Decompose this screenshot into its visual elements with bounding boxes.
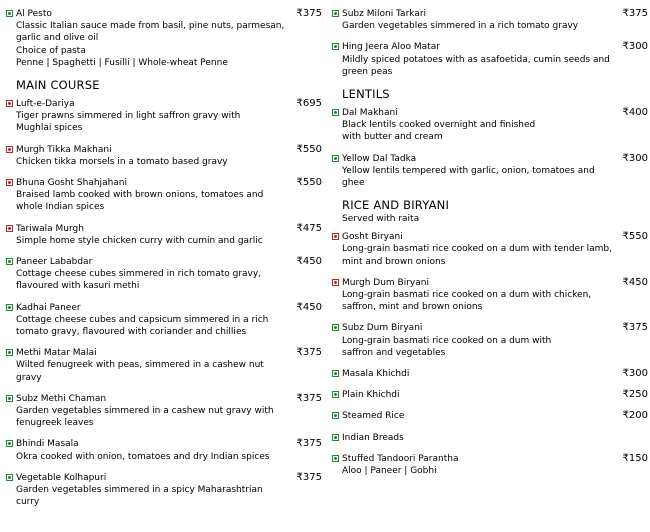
- right-column: [332, 0, 650, 486]
- item-description-line: fenugreek leaves: [16, 418, 94, 429]
- section-title-rice-and-biryani: RICE AND BIRYANI: [342, 198, 450, 213]
- item-name: Stuffed Tandoori Parantha: [342, 453, 459, 464]
- veg-marker-icon: [6, 440, 13, 447]
- item-name: Al Pesto: [16, 9, 52, 19]
- item-price: ₹375: [296, 392, 322, 404]
- item-description-line: with butter and cream: [342, 132, 443, 143]
- item-name: Vegetable Kolhapuri: [16, 472, 107, 483]
- menu-item-steamed-rice: [332, 410, 650, 422]
- item-name: Plain Khichdi: [342, 390, 400, 401]
- item-description-line: saffron, mint and brown onions: [342, 302, 483, 313]
- item-name: Subz Miloni Tarkari: [342, 9, 427, 19]
- item-name: Dal Makhani: [342, 108, 398, 119]
- menu-item-indian-breads: [332, 432, 650, 444]
- menu-item-tariwala-murgh: [6, 223, 324, 247]
- item-description-line: Choice of pasta: [16, 45, 86, 56]
- menu-item-plain-khichdi: [332, 389, 650, 401]
- item-name: Tariwala Murgh: [16, 223, 84, 234]
- left-column: [6, 0, 324, 518]
- item-description-line: Long-grain basmati rice cooked on a dum with tender lamb,: [342, 244, 613, 255]
- menu-item-luft-e-dariya: [6, 98, 324, 135]
- menu-item-bhindi-masala: [6, 438, 324, 462]
- veg-marker-icon: [6, 10, 13, 17]
- non-veg-marker-icon: [6, 179, 13, 186]
- menu-item-kadhai-paneer: [6, 302, 324, 339]
- item-price: ₹550: [296, 177, 322, 189]
- item-description-line: Okra cooked with onion, tomatoes and dry Indian spices: [16, 451, 270, 462]
- item-name: Masala Khichdi: [342, 369, 410, 380]
- item-name: Paneer Lababdar: [16, 257, 93, 268]
- item-description-line: Garden vegetables simmered in a rich tomato gravy: [342, 21, 579, 32]
- section-title-lentils: LENTILS: [342, 87, 390, 102]
- item-name: Steamed Rice: [342, 411, 405, 422]
- menu-item-vegetable-kolhapuri: [6, 472, 324, 509]
- item-price: ₹550: [622, 231, 648, 243]
- item-name: Murgh Tikka Makhani: [16, 144, 112, 155]
- veg-marker-icon: [332, 455, 339, 462]
- item-description-line: whole Indian spices: [16, 202, 105, 213]
- item-description-line: saffron and vegetables: [342, 347, 446, 358]
- non-veg-marker-icon: [6, 100, 13, 107]
- item-name: Methi Matar Malai: [16, 348, 97, 359]
- item-price: ₹375: [622, 8, 648, 19]
- veg-marker-icon: [6, 304, 13, 311]
- item-description-line: Wilted fenugreek with peas, simmered in a cashew nut gravy: [16, 360, 264, 383]
- section-subtitle: Served with raita: [342, 214, 420, 225]
- item-price: ₹375: [622, 322, 648, 334]
- item-price: ₹250: [622, 389, 648, 401]
- item-price: ₹300: [622, 152, 648, 164]
- veg-marker-icon: [6, 395, 13, 402]
- item-price: ₹450: [622, 276, 648, 288]
- item-price: ₹450: [296, 301, 322, 313]
- item-price: ₹375: [296, 438, 322, 450]
- item-description-line: Mughlai spices: [16, 123, 83, 134]
- item-description-line: Mildly spiced potatoes with as asafoetida, cumin seeds and: [342, 54, 610, 65]
- item-description-line: flavoured with kasuri methi: [16, 281, 140, 292]
- item-name: Indian Breads: [342, 432, 404, 443]
- menu-item-subz-methi-chaman: [6, 393, 324, 430]
- veg-marker-icon: [6, 349, 13, 356]
- item-description-line: Long-grain basmati rice cooked on a dum with chicken,: [342, 290, 592, 301]
- item-description-line: green peas: [342, 66, 393, 77]
- veg-marker-icon: [6, 474, 13, 481]
- item-name: Luft-e-Dariya: [16, 99, 75, 110]
- menu-item-subz-dum-biryani: [332, 322, 650, 359]
- item-description-line: Long-grain basmati rice cooked on a dum with: [342, 335, 552, 346]
- item-price: ₹375: [296, 471, 322, 483]
- non-veg-marker-icon: [332, 233, 339, 240]
- item-price: ₹300: [622, 41, 648, 53]
- item-description-line: garlic and olive oil: [16, 33, 99, 44]
- veg-marker-icon: [332, 370, 339, 377]
- menu-item-murgh-tikka-makhani: [6, 144, 324, 168]
- item-price: ₹150: [622, 452, 648, 464]
- item-name: Subz Dum Biryani: [342, 323, 423, 334]
- menu-item-stuffed-tandoori-parantha: [332, 453, 650, 477]
- item-description-line: Simple home style chicken curry with cumin and garlic: [16, 235, 263, 246]
- non-veg-marker-icon: [332, 279, 339, 286]
- item-name: Murgh Dum Biryani: [342, 277, 429, 288]
- item-price: ₹695: [296, 98, 322, 110]
- item-description-line: Chicken tikka morsels in a tomato based gravy: [16, 156, 228, 167]
- item-name: Hing Jeera Aloo Matar: [342, 42, 440, 53]
- item-description-line: Tiger prawns simmered in light saffron gravy with: [16, 111, 241, 122]
- menu-item-methi-matar-malai: [6, 347, 324, 384]
- veg-marker-icon: [332, 434, 339, 441]
- item-description-line: Braised lamb cooked with brown onions, tomatoes and: [16, 190, 264, 201]
- menu-item-gosht-biryani: [332, 231, 650, 268]
- item-description-line: Garden vegetables simmered in a cashew nut gravy with: [16, 406, 274, 417]
- item-name: Kadhai Paneer: [16, 302, 81, 313]
- veg-marker-icon: [332, 412, 339, 419]
- item-name: Bhuna Gosht Shahjahani: [16, 178, 128, 189]
- menu-item-yellow-dal-tadka: [332, 153, 650, 190]
- item-price: ₹450: [296, 256, 322, 268]
- menu-item-dal-makhani: [332, 107, 650, 144]
- veg-marker-icon: [332, 109, 339, 116]
- item-price: ₹475: [296, 222, 322, 234]
- item-description-line: tomato gravy, flavoured with coriander and chillies: [16, 327, 247, 338]
- item-description-line: Classic Italian sauce made from basil, pine nuts, parmesan,: [16, 21, 285, 32]
- item-price: ₹300: [622, 368, 648, 380]
- non-veg-marker-icon: [6, 146, 13, 153]
- veg-marker-icon: [332, 391, 339, 398]
- menu-item-hing-jeera-aloo-matar: [332, 41, 650, 78]
- item-name: Subz Methi Chaman: [16, 393, 107, 404]
- item-description-line: Yellow lentils tempered with garlic, onion, tomatoes and ghee: [342, 165, 595, 189]
- section-title-main-course: MAIN COURSE: [16, 78, 100, 93]
- item-description-line: Black lentils cooked overnight and finished: [342, 120, 536, 131]
- menu-item-murgh-dum-biryani: [332, 277, 650, 314]
- item-description-line: Aloo | Paneer | Gobhi: [342, 466, 437, 477]
- item-description-line: Garden vegetables simmered in a spicy Maharashtrian curry: [16, 485, 263, 508]
- veg-marker-icon: [6, 258, 13, 265]
- menu-item-al-pesto: [6, 8, 324, 69]
- item-name: Yellow Dal Tadka: [342, 153, 417, 164]
- veg-marker-icon: [332, 10, 339, 17]
- item-price: ₹200: [622, 410, 648, 422]
- non-veg-marker-icon: [6, 225, 13, 232]
- item-price: ₹550: [296, 143, 322, 155]
- item-name: Gosht Biryani: [342, 232, 403, 243]
- item-description-line: Penne | Spaghetti | Fusilli | Whole-wheat Penne: [16, 57, 228, 68]
- veg-marker-icon: [332, 43, 339, 50]
- menu-item-bhuna-gosht-shahjahani: [6, 177, 324, 214]
- menu-item-subz-miloni-tarkari: [332, 8, 650, 32]
- menu-item-paneer-lababdar: [6, 256, 324, 293]
- veg-marker-icon: [332, 324, 339, 331]
- item-price: ₹375: [296, 8, 322, 19]
- item-description-line: Cottage cheese cubes simmered in rich tomato gravy,: [16, 269, 262, 280]
- veg-marker-icon: [332, 155, 339, 162]
- item-price: ₹375: [296, 347, 322, 359]
- item-price: ₹400: [622, 107, 648, 119]
- item-name: Bhindi Masala: [16, 439, 79, 450]
- menu-item-masala-khichdi: [332, 368, 650, 380]
- item-description-line: Cottage cheese cubes and capsicum simmered in a rich: [16, 314, 269, 325]
- item-description-line: mint and brown onions: [342, 256, 446, 267]
